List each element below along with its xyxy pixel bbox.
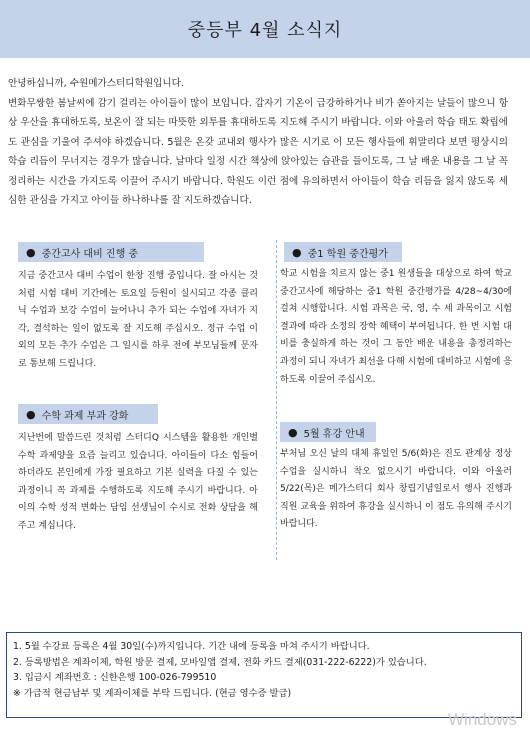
section-title-text: 5월 휴강 안내 xyxy=(303,428,365,440)
bullet-icon: ● xyxy=(26,407,36,421)
column-divider xyxy=(276,240,277,560)
notice-line-4: ※ 가급적 현금납부 및 계좌이체를 부탁 드립니다. (현금 영수증 발급) xyxy=(13,687,292,699)
section-title-text: 중1 학원 중간평가 xyxy=(307,248,388,260)
notice-line-3: 3. 입금시 계좌번호 : 신한은행 100-026-799510 xyxy=(13,672,217,683)
section-body-midterm: 지금 중간고사 대비 수업이 한창 진행 중입니다. 잘 아시는 것처럼 시험 대비 기간에는 토요일 등원이 실시되고 각종 클리닉 수업과 보강 수업이 늘어나니 추가 되는 수업에 자녀가 지각, 결석하는 일이 없도록 잘 지도해 주십시오. 정규 수업 이외의 모든 추가 수업은 그 일시를 하루 전에 부모님들께 문자로 통보해 드립니다. xyxy=(18,271,258,369)
windows-watermark: Windows xyxy=(448,710,517,729)
section-body-g1test: 학교 시험을 치르지 않는 중1 원생들을 대상으로 하여 학교 중간고사에 해당하는 중1 학원 중간평가를 4/28~4/30에 걸쳐 시행합니다. 시험 과목은 국, 영, 수 세 과목이고 시험 결과에 따라 소정의 장학 혜택이 부여됩니다. 한 번 시험 대비를 충실하게 하는 것이 그 동안 배운 내용을 총정리하는 과정이 되니 자녀가 최선을 다해 시험에 대비하고 시험에 응하도록 이끌어 주십시오. xyxy=(280,269,512,385)
section-body-assignment: 지난번에 말씀드린 것처럼 스터디Q 시스템을 활용한 개인별 수학 과제양을 요즘 늘리고 있습니다. 아이들이 다소 힘들어 하더라도 본인에게 가장 필요하고 기본 실력을 다질 수 있는 과정이니 꼭 과제를 수행하도록 지도해 주시기 바랍니다. 아이의 수학 성적 변화는 담임 선생님이 수시로 전화 상담을 해 주고 계십니다. xyxy=(18,433,258,531)
payment-notice-box xyxy=(6,632,522,718)
newsletter-header xyxy=(0,0,530,58)
page-title: 중등부 4월 소식지 xyxy=(187,20,343,41)
intro-greeting: 안녕하십니까, 수원메가스터디학원입니다. xyxy=(8,78,184,89)
intro-paragraph xyxy=(8,74,508,211)
intro-body: 변화무쌍한 봄날씨에 감기 걸리는 아이들이 많이 보입니다. 갑자기 기온이 급강하하거나 비가 쏟아지는 날들이 많으니 항상 우산을 휴대하도록, 보온이 잘 되는 따뜻한 외투를 휴대하도록 지도해 주시기 바랍니다. 이와 아울러 학습 태도 확립에도 관심을 기울여 주셔야 하겠습니다. 5월은 온갖 교내외 행사가 많은 시기로 이 모든 행사들에 휘말리다 보면 평상시의 학습 리듬이 무너지는 경우가 많습니다. 날마다 일정 시간 책상에 앉아있는 습관을 들이도록, 그 날 배운 내용을 그 날 꼭 정리하는 시간을 가지도록 이끌어 주시기 바랍니다. 학원도 이런 점에 유의하면서 아이들이 학습 리듬을 잃지 않도록 세심한 관심을 가지고 아이들 하나하나를 잘 지도하겠습니다. xyxy=(8,97,508,206)
section-title-assignment xyxy=(18,404,158,424)
section-title-text: 수학 과제 부과 강화 xyxy=(41,410,129,422)
bullet-icon: ● xyxy=(292,245,302,259)
section-title-text: 중간고사 대비 진행 중 xyxy=(41,248,139,260)
notice-line-2: 2. 등록방법은 계좌이체, 학원 방문 결제, 모바일앱 결제, 전화 카드 결제(031-222-6222)가 있습니다. xyxy=(13,656,427,668)
section-title-g1test xyxy=(284,242,402,262)
bullet-icon: ● xyxy=(288,425,298,439)
section-title-midterm xyxy=(18,242,204,262)
bullet-icon: ● xyxy=(26,245,36,259)
notice-line-1: 1. 5월 수강료 등록은 4월 30일(수)까지입니다. 기간 내에 등록을 마쳐 주시기 바랍니다. xyxy=(13,641,370,652)
section-body-holiday: 부처님 오신 날의 대체 휴일인 5/6(화)은 진도 관계상 정상 수업을 실시하니 착오 없으시기 바랍니다. 이와 아울러 5/22(목)은 메가스터디 회사 창립기념일로서 행사 진행과 직원 교육을 위하여 휴강을 실시하니 이 점도 유의해 주시기 바랍니다. xyxy=(280,449,512,530)
section-title-holiday xyxy=(280,422,376,442)
